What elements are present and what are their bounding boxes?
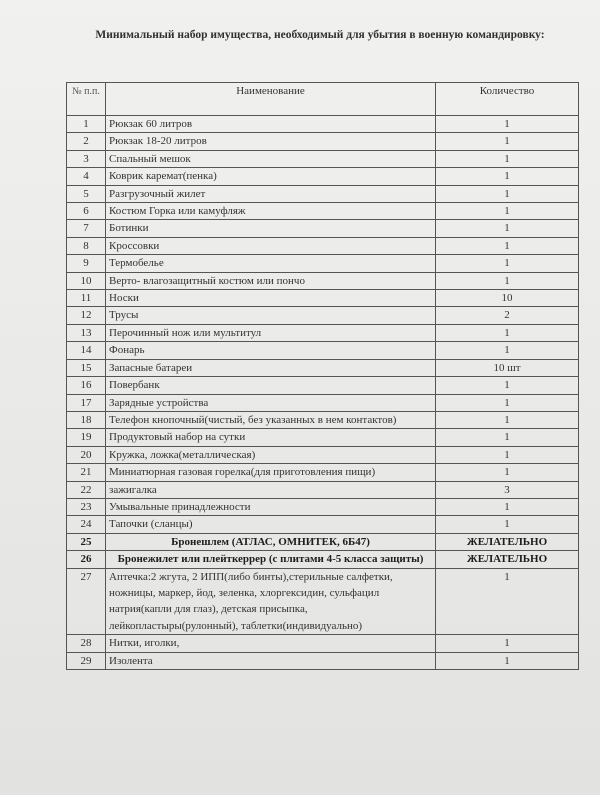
row-number: 26 — [67, 551, 106, 568]
row-name: Ботинки — [106, 220, 436, 237]
row-quantity: 1 — [436, 342, 579, 359]
row-name: Фонарь — [106, 342, 436, 359]
row-number: 8 — [67, 237, 106, 254]
row-number: 3 — [67, 150, 106, 167]
row-quantity: 1 — [436, 429, 579, 446]
row-name: Трусы — [106, 307, 436, 324]
table-row — [67, 290, 579, 307]
row-number: 29 — [67, 652, 106, 669]
row-quantity: 1 — [436, 324, 579, 341]
row-number: 2 — [67, 133, 106, 150]
row-quantity: 1 — [436, 394, 579, 411]
row-name: Рюкзак 18-20 литров — [106, 133, 436, 150]
row-name: Спальный мешок — [106, 150, 436, 167]
table-row — [67, 237, 579, 254]
row-quantity: 1 — [436, 498, 579, 515]
row-quantity: 1 — [436, 133, 579, 150]
inventory-table — [66, 82, 579, 670]
row-quantity: ЖЕЛАТЕЛЬНО — [436, 533, 579, 550]
row-quantity: 10 шт — [436, 359, 579, 376]
row-quantity: 1 — [436, 635, 579, 652]
row-name: Телефон кнопочный(чистый, без указанных в нем контактов) — [106, 411, 436, 428]
row-name: Аптечка:2 жгута, 2 ИПП(либо бинты),стерильные салфетки, ножницы, маркер, йод, зеленка, хлоргексидин, сульфацил натрия(капли для глаз), детская присыпка, лейкопластыры(рулонный), таблетки(индивидуально) — [106, 568, 436, 635]
row-name: Изолента — [106, 652, 436, 669]
header-name: Наименование — [106, 83, 436, 116]
row-number: 25 — [67, 533, 106, 550]
row-quantity: 1 — [436, 464, 579, 481]
table-row — [67, 464, 579, 481]
row-name: Перочинный нож или мультитул — [106, 324, 436, 341]
row-quantity: 1 — [436, 185, 579, 202]
row-quantity: 1 — [436, 150, 579, 167]
row-number: 4 — [67, 168, 106, 185]
table-row — [67, 168, 579, 185]
row-number: 28 — [67, 635, 106, 652]
table-row — [67, 272, 579, 289]
row-name: Коврик каремат(пенка) — [106, 168, 436, 185]
header-number: № п.п. — [67, 83, 106, 116]
table-row — [67, 377, 579, 394]
table-row — [67, 652, 579, 669]
row-name: Костюм Горка или камуфляж — [106, 203, 436, 220]
row-number: 18 — [67, 411, 106, 428]
row-number: 24 — [67, 516, 106, 533]
table-row — [67, 635, 579, 652]
row-number: 10 — [67, 272, 106, 289]
table-row — [67, 324, 579, 341]
table-row — [67, 185, 579, 202]
row-number: 5 — [67, 185, 106, 202]
table-row — [67, 429, 579, 446]
row-name: Термобелье — [106, 255, 436, 272]
row-number: 6 — [67, 203, 106, 220]
table-row — [67, 342, 579, 359]
row-quantity: 1 — [436, 411, 579, 428]
table-row — [67, 359, 579, 376]
row-quantity: 1 — [436, 168, 579, 185]
row-name: Тапочки (сланцы) — [106, 516, 436, 533]
row-number: 15 — [67, 359, 106, 376]
table-row — [67, 411, 579, 428]
row-name: Зарядные устройства — [106, 394, 436, 411]
row-name: Носки — [106, 290, 436, 307]
row-quantity: 1 — [436, 116, 579, 133]
row-quantity: ЖЕЛАТЕЛЬНО — [436, 551, 579, 568]
row-number: 16 — [67, 377, 106, 394]
table-row — [67, 394, 579, 411]
row-name: Бронежилет или плейткеррер (с плитами 4-5 класса защиты) — [106, 551, 436, 568]
row-quantity: 1 — [436, 652, 579, 669]
table-row — [67, 516, 579, 533]
row-name: Нитки, иголки, — [106, 635, 436, 652]
row-quantity: 1 — [436, 568, 579, 635]
row-name: зажигалка — [106, 481, 436, 498]
table-row — [67, 481, 579, 498]
row-quantity: 1 — [436, 220, 579, 237]
row-name: Разгрузочный жилет — [106, 185, 436, 202]
row-quantity: 2 — [436, 307, 579, 324]
table-row — [67, 220, 579, 237]
row-name: Кроссовки — [106, 237, 436, 254]
table-row — [67, 307, 579, 324]
row-number: 1 — [67, 116, 106, 133]
row-number: 20 — [67, 446, 106, 463]
row-quantity: 1 — [436, 377, 579, 394]
row-number: 13 — [67, 324, 106, 341]
table-row — [67, 255, 579, 272]
row-number: 12 — [67, 307, 106, 324]
row-quantity: 10 — [436, 290, 579, 307]
row-number: 21 — [67, 464, 106, 481]
row-name: Бронешлем (АТЛАС, ОМНИТЕК, 6Б47) — [106, 533, 436, 550]
table-row — [67, 551, 579, 568]
row-quantity: 1 — [436, 203, 579, 220]
row-name: Продуктовый набор на сутки — [106, 429, 436, 446]
row-number: 14 — [67, 342, 106, 359]
row-number: 27 — [67, 568, 106, 635]
row-name: Умывальные принадлежности — [106, 498, 436, 515]
row-name: Кружка, ложка(металлическая) — [106, 446, 436, 463]
row-number: 17 — [67, 394, 106, 411]
table-header-row — [67, 83, 579, 116]
table-row — [67, 116, 579, 133]
table-row — [67, 133, 579, 150]
row-quantity: 1 — [436, 516, 579, 533]
row-number: 23 — [67, 498, 106, 515]
table-row — [67, 446, 579, 463]
row-number: 7 — [67, 220, 106, 237]
table-row — [67, 533, 579, 550]
row-number: 11 — [67, 290, 106, 307]
table-row — [67, 150, 579, 167]
row-quantity: 1 — [436, 272, 579, 289]
row-name: Миниатюрная газовая горелка(для приготовления пищи) — [106, 464, 436, 481]
row-name: Запасные батареи — [106, 359, 436, 376]
table-row — [67, 498, 579, 515]
table-row — [67, 568, 579, 635]
row-name: Повербанк — [106, 377, 436, 394]
row-quantity: 1 — [436, 237, 579, 254]
table-row — [67, 203, 579, 220]
row-number: 19 — [67, 429, 106, 446]
document-title: Минимальный набор имущества, необходимый для убытия в военную командировку: — [95, 29, 545, 41]
row-name: Рюкзак 60 литров — [106, 116, 436, 133]
row-number: 9 — [67, 255, 106, 272]
row-name: Верто- влагозащитный костюм или пончо — [106, 272, 436, 289]
table-body — [67, 116, 579, 670]
row-quantity: 1 — [436, 446, 579, 463]
header-quantity: Количество — [436, 83, 579, 116]
row-quantity: 3 — [436, 481, 579, 498]
row-number: 22 — [67, 481, 106, 498]
row-quantity: 1 — [436, 255, 579, 272]
